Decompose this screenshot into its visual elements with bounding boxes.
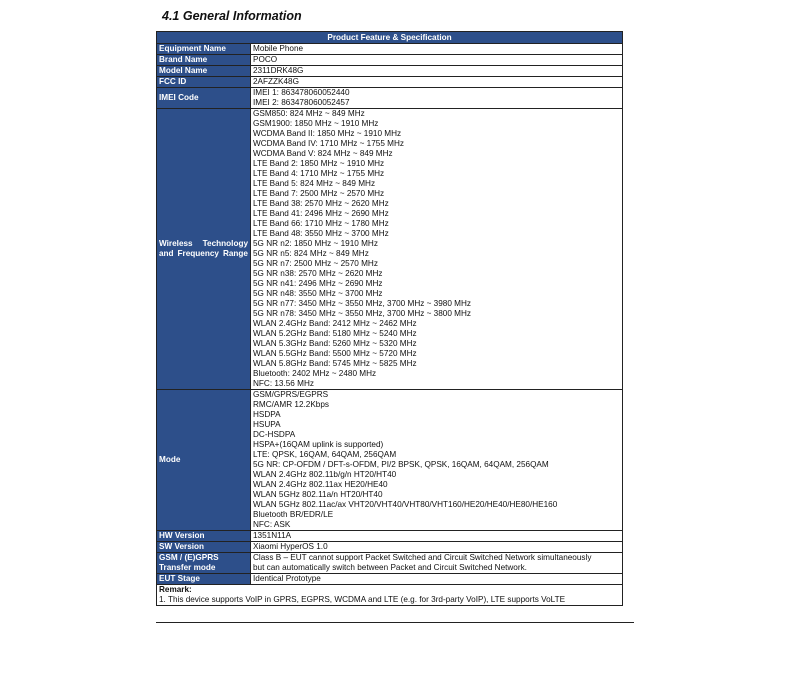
- remark-text: 1. This device supports VoIP in GPRS, EGPRS, WCDMA and LTE (e.g. for 3rd-party VoIP), LTE supports VoLTE: [159, 595, 566, 604]
- spec-value-line: HSDPA: [253, 410, 281, 419]
- spec-value-line: LTE Band 66: 1710 MHz ~ 1780 MHz: [253, 219, 389, 228]
- spec-value-line: HSPA+(16QAM uplink is supported): [253, 440, 384, 449]
- spec-value-line: Bluetooth BR/EDR/LE: [253, 510, 334, 519]
- spec-value-line: Xiaomi HyperOS 1.0: [253, 542, 328, 551]
- spec-value-line: 2311DRK48G: [253, 66, 304, 75]
- spec-value: [251, 109, 623, 390]
- spec-value-line: NFC: ASK: [253, 520, 291, 529]
- section-title: 4.1 General Information: [162, 9, 302, 23]
- spec-value-line: LTE Band 38: 2570 MHz ~ 2620 MHz: [253, 199, 389, 208]
- spec-value: [251, 531, 623, 542]
- bottom-rule: [156, 622, 634, 623]
- remark-row: [157, 585, 623, 606]
- spec-value: [251, 77, 623, 88]
- spec-value-line: 5G NR n48: 3550 MHz ~ 3700 MHz: [253, 289, 383, 298]
- spec-label: Equipment Name: [157, 44, 251, 55]
- spec-value-line: WLAN 5.8GHz Band: 5745 MHz ~ 5825 MHz: [253, 359, 417, 368]
- spec-value-line: but can automatically switch between Packet and Circuit Switched Network.: [253, 563, 527, 572]
- spec-value-line: LTE Band 4: 1710 MHz ~ 1755 MHz: [253, 169, 385, 178]
- spec-value-line: WLAN 5.5GHz Band: 5500 MHz ~ 5720 MHz: [253, 349, 417, 358]
- remark-title: Remark:: [159, 585, 192, 594]
- spec-value-line: IMEI 2: 863478060052457: [253, 98, 350, 107]
- spec-value-line: 5G NR n38: 2570 MHz ~ 2620 MHz: [253, 269, 383, 278]
- spec-value-line: DC-HSDPA: [253, 430, 296, 439]
- spec-row-eut-stage: [157, 574, 623, 585]
- spec-value-line: 5G NR: CP-OFDM / DFT-s-OFDM, PI/2 BPSK, QPSK, 16QAM, 64QAM, 256QAM: [253, 460, 549, 469]
- spec-value-line: GSM/GPRS/EGPRS: [253, 390, 329, 399]
- spec-value: [251, 55, 623, 66]
- spec-row-hw-version: [157, 531, 623, 542]
- spec-value-line: WLAN 5.2GHz Band: 5180 MHz ~ 5240 MHz: [253, 329, 417, 338]
- spec-value-line: Identical Prototype: [253, 574, 321, 583]
- spec-value-line: Class B – EUT cannot support Packet Switched and Circuit Switched Network simultaneously: [253, 553, 592, 562]
- spec-value-line: LTE: QPSK, 16QAM, 64QAM, 256QAM: [253, 450, 397, 459]
- spec-value-line: WLAN 5.3GHz Band: 5260 MHz ~ 5320 MHz: [253, 339, 417, 348]
- spec-value-line: WLAN 5GHz 802.11a/n HT20/HT40: [253, 490, 383, 499]
- spec-value-line: POCO: [253, 55, 278, 64]
- spec-value-line: WCDMA Band II: 1850 MHz ~ 1910 MHz: [253, 129, 402, 138]
- spec-value-line: Mobile Phone: [253, 44, 304, 53]
- table-header: Product Feature & Specification: [157, 32, 623, 44]
- spec-label: IMEI Code: [157, 88, 251, 109]
- spec-value-line: 5G NR n2: 1850 MHz ~ 1910 MHz: [253, 239, 378, 248]
- spec-value-line: WLAN 5GHz 802.11ac/ax VHT20/VHT40/VHT80/VHT160/HE20/HE40/HE80/HE160: [253, 500, 558, 509]
- spec-label: EUT Stage: [157, 574, 251, 585]
- spec-value-line: LTE Band 2: 1850 MHz ~ 1910 MHz: [253, 159, 385, 168]
- spec-value-line: LTE Band 5: 824 MHz ~ 849 MHz: [253, 179, 376, 188]
- spec-value: [251, 88, 623, 109]
- spec-value-line: 5G NR n77: 3450 MHz ~ 3550 MHz, 3700 MHz ~ 3980 MHz: [253, 299, 471, 308]
- spec-value-line: RMC/AMR 12.2Kbps: [253, 400, 329, 409]
- spec-value: [251, 542, 623, 553]
- spec-label: GSM / (E)GPRS Transfer mode: [157, 553, 251, 574]
- spec-value-line: WCDMA Band V: 824 MHz ~ 849 MHz: [253, 149, 393, 158]
- spec-row-imei-code: [157, 88, 623, 109]
- spec-value-line: LTE Band 48: 3550 MHz ~ 3700 MHz: [253, 229, 389, 238]
- spec-row-gsm-e-gprs-transfer-mode: [157, 553, 623, 574]
- spec-row-wireless-technology-and-frequency-range: [157, 109, 623, 390]
- spec-row-equipment-name: [157, 44, 623, 55]
- spec-value: [251, 553, 623, 574]
- spec-value: [251, 574, 623, 585]
- spec-value: [251, 44, 623, 55]
- spec-label: Wireless Technology and Frequency Range: [157, 109, 251, 390]
- spec-row-sw-version: [157, 542, 623, 553]
- spec-label: SW Version: [157, 542, 251, 553]
- spec-value-line: NFC: 13.56 MHz: [253, 379, 314, 388]
- spec-row-fcc-id: [157, 77, 623, 88]
- spec-value: [251, 390, 623, 531]
- spec-table: [156, 31, 623, 606]
- spec-value-line: 5G NR n78: 3450 MHz ~ 3550 MHz, 3700 MHz ~ 3800 MHz: [253, 309, 471, 318]
- spec-value-line: 1351N11A: [253, 531, 292, 540]
- spec-value-line: Bluetooth: 2402 MHz ~ 2480 MHz: [253, 369, 377, 378]
- spec-value-line: WCDMA Band IV: 1710 MHz ~ 1755 MHz: [253, 139, 404, 148]
- spec-value-line: WLAN 2.4GHz 802.11b/g/n HT20/HT40: [253, 470, 397, 479]
- spec-value-line: 5G NR n5: 824 MHz ~ 849 MHz: [253, 249, 369, 258]
- spec-label: HW Version: [157, 531, 251, 542]
- spec-value: [251, 66, 623, 77]
- spec-value-line: WLAN 2.4GHz Band: 2412 MHz ~ 2462 MHz: [253, 319, 417, 328]
- spec-label: FCC ID: [157, 77, 251, 88]
- spec-row-mode: [157, 390, 623, 531]
- spec-value-line: 5G NR n7: 2500 MHz ~ 2570 MHz: [253, 259, 378, 268]
- spec-value-line: 2AFZZK48G: [253, 77, 299, 86]
- spec-value-line: LTE Band 7: 2500 MHz ~ 2570 MHz: [253, 189, 385, 198]
- spec-value-line: WLAN 2.4GHz 802.11ax HE20/HE40: [253, 480, 388, 489]
- spec-label: Model Name: [157, 66, 251, 77]
- spec-row-model-name: [157, 66, 623, 77]
- remark-cell: [157, 585, 623, 606]
- spec-label: Brand Name: [157, 55, 251, 66]
- spec-row-brand-name: [157, 55, 623, 66]
- spec-value-line: GSM1900: 1850 MHz ~ 1910 MHz: [253, 119, 379, 128]
- spec-value-line: LTE Band 41: 2496 MHz ~ 2690 MHz: [253, 209, 389, 218]
- table-header-row: [157, 32, 623, 44]
- spec-value-line: HSUPA: [253, 420, 281, 429]
- spec-value-line: IMEI 1: 863478060052440: [253, 88, 350, 97]
- spec-table-body: [157, 44, 623, 606]
- spec-value-line: GSM850: 824 MHz ~ 849 MHz: [253, 109, 365, 118]
- spec-label: Mode: [157, 390, 251, 531]
- spec-value-line: 5G NR n41: 2496 MHz ~ 2690 MHz: [253, 279, 383, 288]
